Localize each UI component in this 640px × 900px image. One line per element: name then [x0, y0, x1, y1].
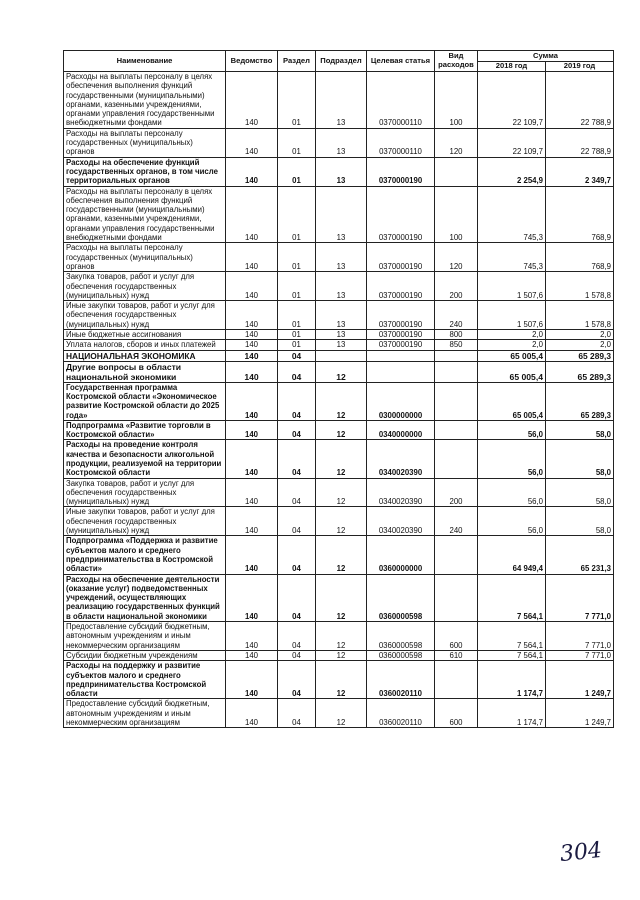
- budget-table: [63, 50, 614, 728]
- cell-sum-2019: 65 289,3: [546, 350, 614, 361]
- cell-celevaya-statya: 0370000190: [367, 301, 435, 330]
- header-vid-rashodov: Вид расходов: [435, 51, 478, 72]
- cell-celevaya-statya: 0360000598: [367, 650, 435, 660]
- cell-vedomstvo: 140: [226, 340, 278, 350]
- header-year-2018: 2018 год: [478, 62, 546, 72]
- cell-name: Расходы на выплаты персоналу государственных (муниципальных) органов: [64, 128, 226, 157]
- cell-sum-2019: 1 249,7: [546, 661, 614, 699]
- cell-name: Иные закупки товаров, работ и услуг для обеспечения государственных (муниципальных) нужд: [64, 301, 226, 330]
- header-vedomstvo: Ведомство: [226, 51, 278, 72]
- cell-vedomstvo: 140: [226, 272, 278, 301]
- table-row: [64, 330, 614, 340]
- cell-vid-rashodov: 800: [435, 330, 478, 340]
- cell-vedomstvo: 140: [226, 507, 278, 536]
- table-row: [64, 574, 614, 621]
- header-year-2019: 2019 год: [546, 62, 614, 72]
- cell-razdel: 01: [278, 186, 316, 243]
- cell-razdel: 04: [278, 420, 316, 440]
- cell-name: Иные бюджетные ассигнования: [64, 330, 226, 340]
- cell-sum-2019: 65 289,3: [546, 361, 614, 382]
- cell-name: Государственная программа Костромской области «Экономическое развитие Костромской области до 2025 года»: [64, 382, 226, 420]
- cell-vedomstvo: 140: [226, 186, 278, 243]
- cell-sum-2019: 65 289,3: [546, 382, 614, 420]
- cell-vid-rashodov: [435, 440, 478, 478]
- header-summa: Сумма: [478, 51, 614, 62]
- cell-name: Подпрограмма «Развитие торговли в Костромской области»: [64, 420, 226, 440]
- cell-name: Закупка товаров, работ и услуг для обеспечения государственных (муниципальных) нужд: [64, 478, 226, 507]
- cell-sum-2018: 56,0: [478, 440, 546, 478]
- table-row: [64, 661, 614, 699]
- cell-sum-2018: 2 254,9: [478, 157, 546, 186]
- cell-razdel: 01: [278, 128, 316, 157]
- cell-razdel: 04: [278, 507, 316, 536]
- cell-vedomstvo: 140: [226, 650, 278, 660]
- cell-vid-rashodov: 240: [435, 301, 478, 330]
- table-row: [64, 272, 614, 301]
- cell-podrazdel: 12: [316, 650, 367, 660]
- cell-sum-2019: 768,9: [546, 243, 614, 272]
- cell-podrazdel: [316, 350, 367, 361]
- cell-podrazdel: 13: [316, 301, 367, 330]
- cell-celevaya-statya: 0360000598: [367, 622, 435, 651]
- cell-razdel: 01: [278, 243, 316, 272]
- cell-sum-2018: 1 174,7: [478, 661, 546, 699]
- cell-name: Расходы на проведение контроля качества и безопасности алкогольной продукции, реализуемой на территории Костромской области: [64, 440, 226, 478]
- cell-podrazdel: 12: [316, 361, 367, 382]
- table-row: [64, 350, 614, 361]
- cell-sum-2019: 22 788,9: [546, 128, 614, 157]
- cell-vedomstvo: 140: [226, 440, 278, 478]
- cell-podrazdel: 12: [316, 574, 367, 621]
- cell-name: Расходы на поддержку и развитие субъектов малого и среднего предпринимательства Костромской области: [64, 661, 226, 699]
- cell-razdel: 04: [278, 350, 316, 361]
- cell-sum-2018: 56,0: [478, 478, 546, 507]
- cell-celevaya-statya: 0360000000: [367, 536, 435, 574]
- cell-sum-2018: 65 005,4: [478, 350, 546, 361]
- cell-sum-2019: 7 771,0: [546, 574, 614, 621]
- cell-vid-rashodov: 120: [435, 243, 478, 272]
- cell-vid-rashodov: [435, 157, 478, 186]
- cell-celevaya-statya: 0340020390: [367, 507, 435, 536]
- cell-name: Подпрограмма «Поддержка и развитие субъектов малого и среднего предпринимательства в Костромской области»: [64, 536, 226, 574]
- cell-name: Закупка товаров, работ и услуг для обеспечения государственных (муниципальных) нужд: [64, 272, 226, 301]
- cell-sum-2019: 768,9: [546, 186, 614, 243]
- cell-celevaya-statya: [367, 350, 435, 361]
- table-row: [64, 157, 614, 186]
- cell-sum-2019: 22 788,9: [546, 72, 614, 129]
- cell-vid-rashodov: 240: [435, 507, 478, 536]
- cell-podrazdel: 13: [316, 340, 367, 350]
- cell-name: Предоставление субсидий бюджетным, автономным учреждениям и иным некоммерческим организациям: [64, 622, 226, 651]
- cell-razdel: 04: [278, 536, 316, 574]
- cell-razdel: 01: [278, 301, 316, 330]
- cell-sum-2018: 7 564,1: [478, 622, 546, 651]
- table-body: [64, 72, 614, 728]
- cell-celevaya-statya: 0370000190: [367, 157, 435, 186]
- cell-celevaya-statya: 0340000000: [367, 420, 435, 440]
- cell-vedomstvo: 140: [226, 420, 278, 440]
- cell-vid-rashodov: [435, 361, 478, 382]
- cell-podrazdel: 13: [316, 243, 367, 272]
- cell-sum-2019: 58,0: [546, 478, 614, 507]
- cell-podrazdel: 12: [316, 440, 367, 478]
- cell-razdel: 04: [278, 622, 316, 651]
- cell-razdel: 04: [278, 382, 316, 420]
- cell-name: Расходы на выплаты персоналу в целях обеспечения выполнения функций государственными (муниципальными) органами, казенными учреждениями, органами управления государственными внебюджетными фондами: [64, 186, 226, 243]
- cell-sum-2018: 22 109,7: [478, 128, 546, 157]
- table-row: [64, 186, 614, 243]
- cell-celevaya-statya: 0370000190: [367, 330, 435, 340]
- cell-razdel: 04: [278, 574, 316, 621]
- cell-sum-2019: 7 771,0: [546, 650, 614, 660]
- cell-name: Расходы на выплаты персоналу государственных (муниципальных) органов: [64, 243, 226, 272]
- cell-podrazdel: 13: [316, 186, 367, 243]
- cell-name: Уплата налогов, сборов и иных платежей: [64, 340, 226, 350]
- cell-vedomstvo: 140: [226, 382, 278, 420]
- cell-celevaya-statya: 0370000190: [367, 272, 435, 301]
- table-row: [64, 622, 614, 651]
- cell-razdel: 01: [278, 272, 316, 301]
- cell-vid-rashodov: [435, 382, 478, 420]
- cell-name: Другие вопросы в области национальной экономики: [64, 361, 226, 382]
- page-number: 304: [558, 837, 604, 868]
- table-row: [64, 420, 614, 440]
- cell-sum-2019: 2,0: [546, 330, 614, 340]
- cell-podrazdel: 13: [316, 128, 367, 157]
- cell-sum-2018: 2,0: [478, 340, 546, 350]
- table-row: [64, 243, 614, 272]
- cell-vid-rashodov: 600: [435, 699, 478, 728]
- header-name: Наименование: [64, 51, 226, 72]
- cell-vid-rashodov: 120: [435, 128, 478, 157]
- cell-podrazdel: 12: [316, 536, 367, 574]
- cell-podrazdel: 13: [316, 272, 367, 301]
- table-row: [64, 478, 614, 507]
- cell-podrazdel: 12: [316, 382, 367, 420]
- cell-sum-2019: 1 578,8: [546, 301, 614, 330]
- cell-sum-2018: 7 564,1: [478, 650, 546, 660]
- table-row: [64, 440, 614, 478]
- cell-celevaya-statya: 0370000190: [367, 340, 435, 350]
- cell-podrazdel: 12: [316, 420, 367, 440]
- cell-razdel: 01: [278, 340, 316, 350]
- cell-podrazdel: 12: [316, 699, 367, 728]
- cell-vedomstvo: 140: [226, 330, 278, 340]
- cell-sum-2018: 65 005,4: [478, 361, 546, 382]
- cell-vedomstvo: 140: [226, 661, 278, 699]
- cell-celevaya-statya: 0370000190: [367, 186, 435, 243]
- cell-celevaya-statya: 0300000000: [367, 382, 435, 420]
- table-row: [64, 507, 614, 536]
- cell-celevaya-statya: 0360000598: [367, 574, 435, 621]
- header-celevaya-statya: Целевая статья: [367, 51, 435, 72]
- cell-razdel: 04: [278, 661, 316, 699]
- cell-vid-rashodov: 100: [435, 186, 478, 243]
- cell-sum-2018: 22 109,7: [478, 72, 546, 129]
- cell-podrazdel: 13: [316, 330, 367, 340]
- cell-vid-rashodov: 200: [435, 272, 478, 301]
- table-row: [64, 382, 614, 420]
- cell-sum-2018: 65 005,4: [478, 382, 546, 420]
- cell-vid-rashodov: 610: [435, 650, 478, 660]
- cell-vid-rashodov: [435, 420, 478, 440]
- cell-podrazdel: 12: [316, 661, 367, 699]
- cell-name: Расходы на обеспечение функций государственных органов, в том числе территориальных органов: [64, 157, 226, 186]
- cell-celevaya-statya: [367, 361, 435, 382]
- table-row: [64, 699, 614, 728]
- cell-vedomstvo: 140: [226, 622, 278, 651]
- cell-podrazdel: 12: [316, 622, 367, 651]
- cell-razdel: 04: [278, 699, 316, 728]
- header-razdel: Раздел: [278, 51, 316, 72]
- cell-vedomstvo: 140: [226, 350, 278, 361]
- cell-sum-2019: 2 349,7: [546, 157, 614, 186]
- cell-sum-2018: 745,3: [478, 243, 546, 272]
- cell-sum-2019: 58,0: [546, 507, 614, 536]
- cell-celevaya-statya: 0360020110: [367, 661, 435, 699]
- cell-sum-2018: 745,3: [478, 186, 546, 243]
- cell-celevaya-statya: 0370000190: [367, 243, 435, 272]
- cell-vedomstvo: 140: [226, 699, 278, 728]
- cell-razdel: 01: [278, 72, 316, 129]
- cell-vid-rashodov: [435, 350, 478, 361]
- cell-name: Расходы на выплаты персоналу в целях обеспечения выполнения функций государственными (муниципальными) органами, казенными учреждениями, органами управления государственными внебюджетными фондами: [64, 72, 226, 129]
- table-row: [64, 650, 614, 660]
- cell-vedomstvo: 140: [226, 72, 278, 129]
- cell-vedomstvo: 140: [226, 361, 278, 382]
- cell-sum-2019: 58,0: [546, 440, 614, 478]
- cell-sum-2019: 2,0: [546, 340, 614, 350]
- cell-razdel: 01: [278, 157, 316, 186]
- cell-celevaya-statya: 0360020110: [367, 699, 435, 728]
- cell-razdel: 04: [278, 478, 316, 507]
- cell-vedomstvo: 140: [226, 157, 278, 186]
- cell-sum-2019: 7 771,0: [546, 622, 614, 651]
- cell-vid-rashodov: 100: [435, 72, 478, 129]
- cell-sum-2018: 1 507,6: [478, 301, 546, 330]
- cell-vedomstvo: 140: [226, 536, 278, 574]
- cell-vid-rashodov: 200: [435, 478, 478, 507]
- table-row: [64, 536, 614, 574]
- cell-razdel: 01: [278, 330, 316, 340]
- cell-sum-2018: 56,0: [478, 507, 546, 536]
- table-row: [64, 301, 614, 330]
- cell-sum-2018: 64 949,4: [478, 536, 546, 574]
- cell-vid-rashodov: [435, 536, 478, 574]
- cell-razdel: 04: [278, 650, 316, 660]
- cell-vid-rashodov: 850: [435, 340, 478, 350]
- cell-sum-2019: 65 231,3: [546, 536, 614, 574]
- cell-celevaya-statya: 0370000110: [367, 72, 435, 129]
- table-row: [64, 128, 614, 157]
- cell-vedomstvo: 140: [226, 574, 278, 621]
- cell-sum-2018: 7 564,1: [478, 574, 546, 621]
- cell-sum-2019: 1 249,7: [546, 699, 614, 728]
- cell-podrazdel: 12: [316, 478, 367, 507]
- cell-podrazdel: 12: [316, 507, 367, 536]
- cell-name: НАЦИОНАЛЬНАЯ ЭКОНОМИКА: [64, 350, 226, 361]
- table-row: [64, 340, 614, 350]
- cell-celevaya-statya: 0340020390: [367, 478, 435, 507]
- cell-vid-rashodov: 600: [435, 622, 478, 651]
- cell-name: Расходы на обеспечение деятельности (оказание услуг) подведомственных учреждений, осуществляющих реализацию государственных функций в области национальной экономики: [64, 574, 226, 621]
- cell-sum-2019: 58,0: [546, 420, 614, 440]
- table-row: [64, 361, 614, 382]
- cell-vid-rashodov: [435, 574, 478, 621]
- cell-vedomstvo: 140: [226, 243, 278, 272]
- cell-name: Предоставление субсидий бюджетным, автономным учреждениям и иным некоммерческим организациям: [64, 699, 226, 728]
- cell-vid-rashodov: [435, 661, 478, 699]
- cell-razdel: 04: [278, 361, 316, 382]
- cell-sum-2019: 1 578,8: [546, 272, 614, 301]
- cell-vedomstvo: 140: [226, 478, 278, 507]
- cell-podrazdel: 13: [316, 72, 367, 129]
- cell-celevaya-statya: 0340020390: [367, 440, 435, 478]
- cell-vedomstvo: 140: [226, 301, 278, 330]
- cell-name: Иные закупки товаров, работ и услуг для обеспечения государственных (муниципальных) нужд: [64, 507, 226, 536]
- cell-sum-2018: 1 174,7: [478, 699, 546, 728]
- cell-name: Субсидии бюджетным учреждениям: [64, 650, 226, 660]
- cell-razdel: 04: [278, 440, 316, 478]
- table-row: [64, 72, 614, 129]
- cell-sum-2018: 1 507,6: [478, 272, 546, 301]
- header-podrazdel: Подраздел: [316, 51, 367, 72]
- cell-sum-2018: 2,0: [478, 330, 546, 340]
- cell-celevaya-statya: 0370000110: [367, 128, 435, 157]
- cell-sum-2018: 56,0: [478, 420, 546, 440]
- cell-vedomstvo: 140: [226, 128, 278, 157]
- cell-podrazdel: 13: [316, 157, 367, 186]
